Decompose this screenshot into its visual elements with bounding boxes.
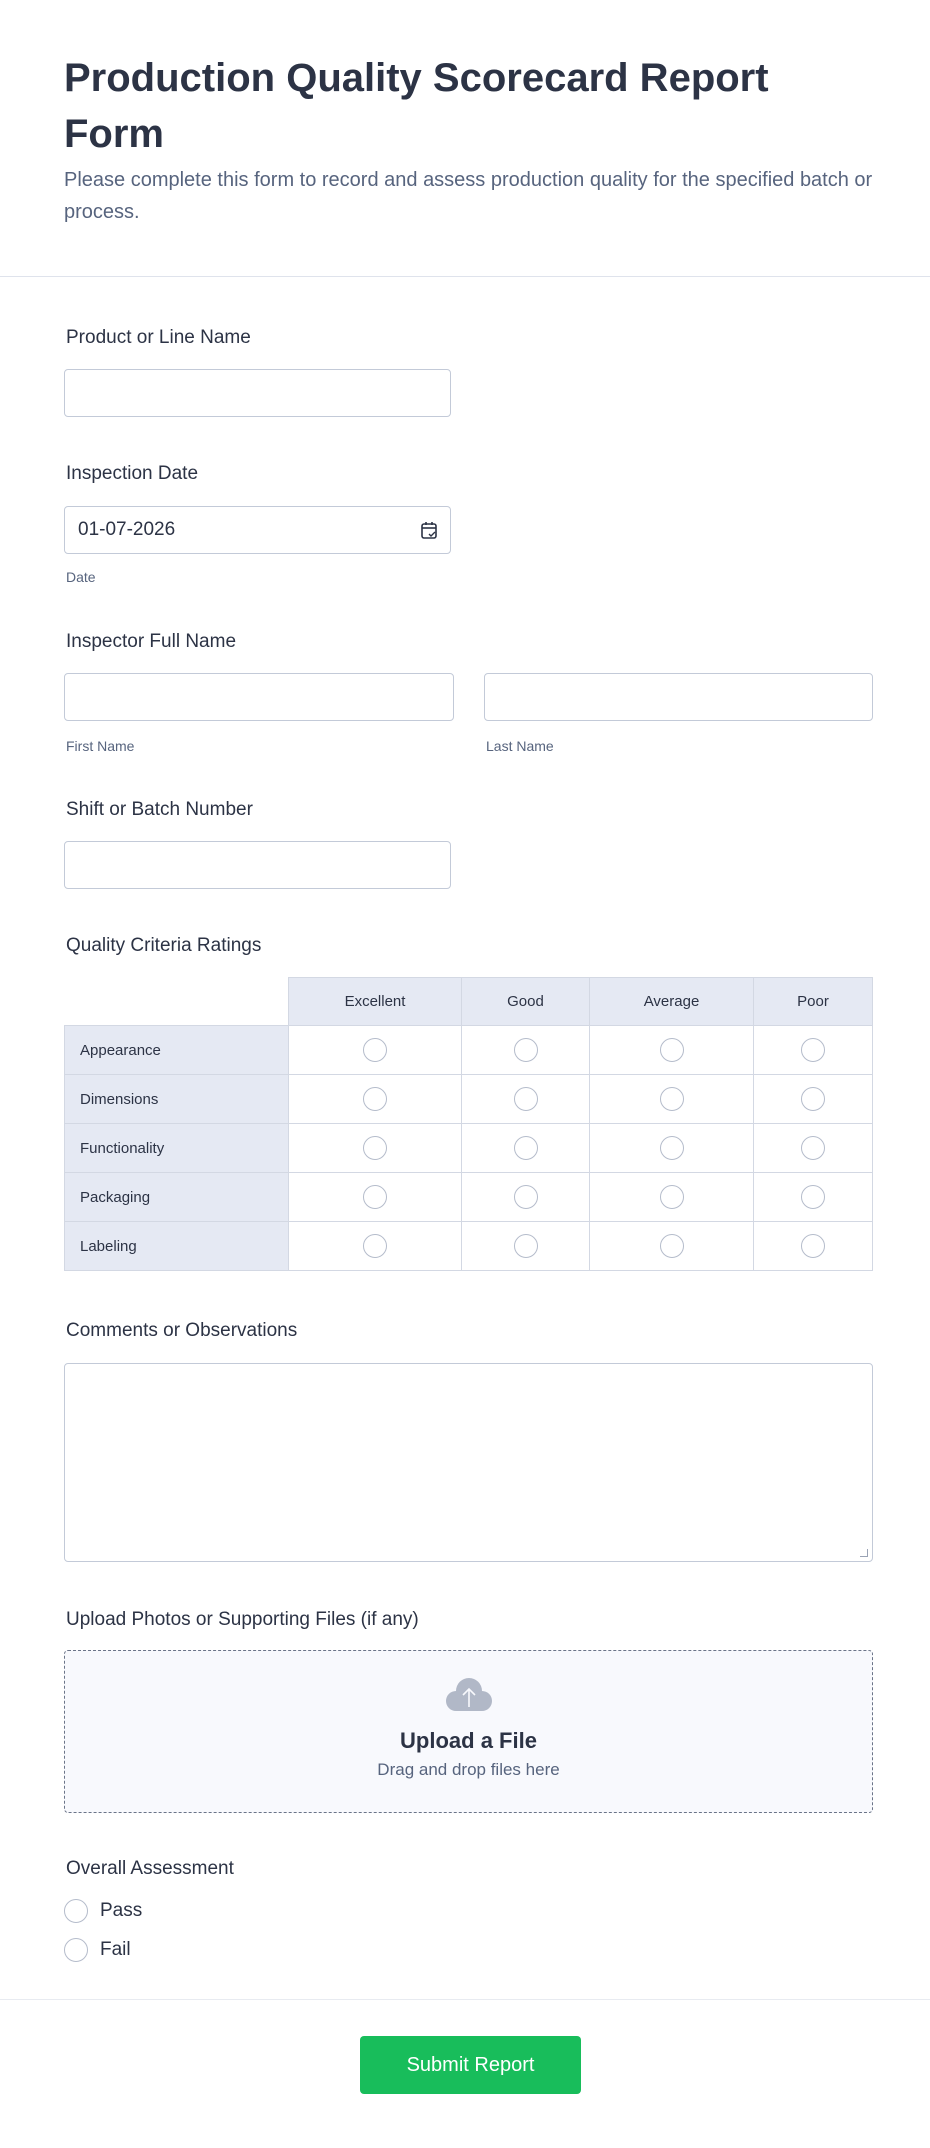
- comments-textarea[interactable]: [64, 1363, 873, 1562]
- matrix-cell: [754, 1173, 873, 1222]
- pass-label: Pass: [100, 1900, 143, 1921]
- pass-radio[interactable]: [64, 1899, 88, 1923]
- matrix-cell: [590, 1075, 754, 1124]
- first-name-input[interactable]: [64, 673, 454, 721]
- matrix-cell: [289, 1222, 462, 1271]
- row-label: Packaging: [64, 1173, 289, 1222]
- fail-label: Fail: [100, 1939, 131, 1960]
- assessment-option-pass[interactable]: [64, 1899, 142, 1923]
- rating-radio-dimensions-poor[interactable]: [801, 1087, 825, 1111]
- matrix-row: [64, 1173, 873, 1222]
- rating-radio-appearance-good[interactable]: [514, 1038, 538, 1062]
- row-label: Functionality: [64, 1124, 289, 1173]
- rating-radio-labeling-poor[interactable]: [801, 1234, 825, 1258]
- shift-input[interactable]: [64, 841, 451, 889]
- comments-label: Comments or Observations: [66, 1320, 298, 1341]
- rating-radio-packaging-good[interactable]: [514, 1185, 538, 1209]
- rating-radio-dimensions-good[interactable]: [514, 1087, 538, 1111]
- ratings-label: Quality Criteria Ratings: [66, 935, 262, 956]
- submit-report-button[interactable]: Submit Report: [360, 2036, 581, 2094]
- matrix-row: [64, 1124, 873, 1173]
- product-input[interactable]: [64, 369, 451, 417]
- matrix-cell: [289, 1173, 462, 1222]
- column-poor: Poor: [754, 977, 873, 1026]
- first-name-sublabel: First Name: [66, 738, 135, 754]
- matrix-cell: [590, 1026, 754, 1075]
- matrix-cell: [289, 1075, 462, 1124]
- matrix-cell: [590, 1124, 754, 1173]
- assessment-label: Overall Assessment: [66, 1858, 234, 1879]
- assessment-option-fail[interactable]: [64, 1938, 131, 1962]
- upload-hint: Drag and drop files here: [377, 1760, 560, 1779]
- matrix-row: [64, 1075, 873, 1124]
- page-title: Production Quality Scorecard Report Form: [64, 56, 769, 156]
- matrix-cell: [462, 1173, 590, 1222]
- rating-radio-dimensions-average[interactable]: [660, 1087, 684, 1111]
- inspector-name-label: Inspector Full Name: [66, 631, 237, 652]
- column-average: Average: [590, 977, 754, 1026]
- rating-radio-packaging-excellent[interactable]: [363, 1185, 387, 1209]
- row-label: Dimensions: [64, 1075, 289, 1124]
- rating-radio-labeling-excellent[interactable]: [363, 1234, 387, 1258]
- last-name-input[interactable]: [484, 673, 873, 721]
- matrix-cell: [590, 1222, 754, 1271]
- calendar-icon[interactable]: [420, 520, 438, 540]
- inspection-date-label: Inspection Date: [66, 463, 199, 484]
- row-label: Appearance: [64, 1026, 289, 1075]
- inspection-date-input[interactable]: [64, 506, 451, 554]
- footer-divider: [0, 1999, 930, 2000]
- rating-radio-labeling-average[interactable]: [660, 1234, 684, 1258]
- header-divider: [0, 276, 930, 277]
- matrix-cell: [754, 1026, 873, 1075]
- matrix-corner: [64, 977, 289, 1026]
- file-dropzone[interactable]: [64, 1650, 873, 1813]
- date-value: 01-07-2026: [78, 519, 176, 540]
- rating-radio-labeling-good[interactable]: [514, 1234, 538, 1258]
- ratings-matrix: [64, 977, 873, 1271]
- matrix-cell: [289, 1026, 462, 1075]
- upload-title: Upload a File: [400, 1728, 537, 1753]
- rating-radio-packaging-average[interactable]: [660, 1185, 684, 1209]
- rating-radio-functionality-average[interactable]: [660, 1136, 684, 1160]
- matrix-cell: [462, 1124, 590, 1173]
- rating-radio-dimensions-excellent[interactable]: [363, 1087, 387, 1111]
- rating-radio-functionality-excellent[interactable]: [363, 1136, 387, 1160]
- matrix-cell: [754, 1075, 873, 1124]
- column-excellent: Excellent: [289, 977, 462, 1026]
- product-label: Product or Line Name: [66, 327, 251, 348]
- last-name-sublabel: Last Name: [486, 738, 554, 754]
- matrix-cell: [462, 1026, 590, 1075]
- matrix-cell: [754, 1124, 873, 1173]
- shift-label: Shift or Batch Number: [66, 799, 253, 820]
- matrix-cell: [462, 1222, 590, 1271]
- matrix-cell: [462, 1075, 590, 1124]
- rating-radio-functionality-good[interactable]: [514, 1136, 538, 1160]
- matrix-cell: [289, 1124, 462, 1173]
- rating-radio-functionality-poor[interactable]: [801, 1136, 825, 1160]
- rating-radio-packaging-poor[interactable]: [801, 1185, 825, 1209]
- rating-radio-appearance-excellent[interactable]: [363, 1038, 387, 1062]
- rating-radio-appearance-poor[interactable]: [801, 1038, 825, 1062]
- page-subtitle: Please complete this form to record and assess production quality for the specified batch or process.: [64, 169, 873, 223]
- date-sublabel: Date: [66, 569, 96, 585]
- matrix-row: [64, 1026, 873, 1075]
- cloud-upload-icon: [444, 1677, 494, 1713]
- fail-radio[interactable]: [64, 1938, 88, 1962]
- row-label: Labeling: [64, 1222, 289, 1271]
- column-good: Good: [462, 977, 590, 1026]
- rating-radio-appearance-average[interactable]: [660, 1038, 684, 1062]
- matrix-cell: [754, 1222, 873, 1271]
- matrix-cell: [590, 1173, 754, 1222]
- matrix-row: [64, 1222, 873, 1271]
- resize-handle-icon[interactable]: [860, 1549, 868, 1557]
- upload-label: Upload Photos or Supporting Files (if any): [66, 1609, 419, 1630]
